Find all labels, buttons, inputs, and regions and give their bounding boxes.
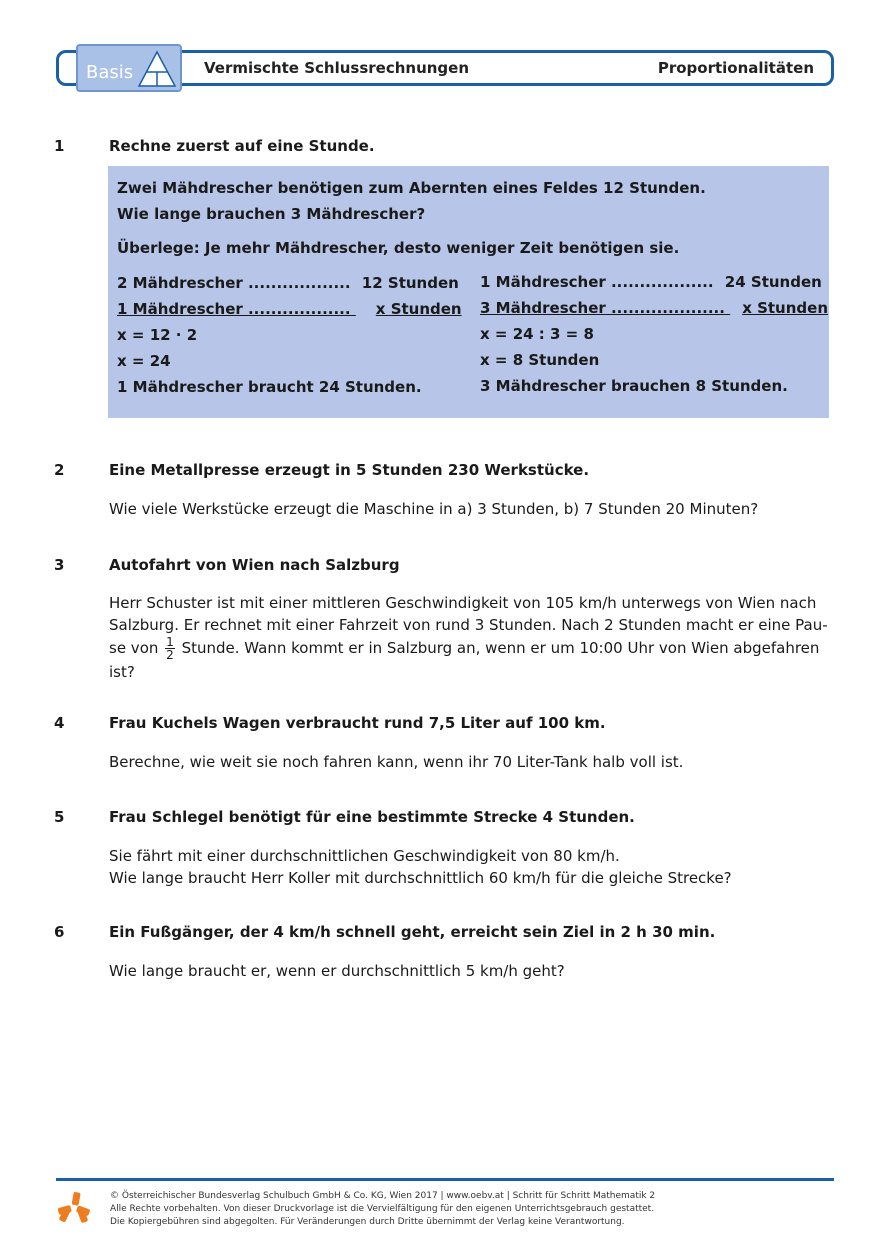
right-row-2 <box>480 299 828 317</box>
copyright-line: © Österreichischer Bundesverlag Schulbuch GmbH & Co. KG, Wien 2017 | www.oebv.at | Schritt für Schritt Mathematik 2 <box>110 1191 656 1201</box>
fraction-numerator: 1 <box>166 635 174 649</box>
task-heading: Autofahrt von Wien nach Salzburg <box>109 556 400 574</box>
left-row-5: 1 Mähdrescher braucht 24 Stunden. <box>117 378 422 396</box>
worksheet-title: Vermischte Schlussrechnungen <box>204 59 470 77</box>
task-text-line: Sie fährt mit einer durchschnittlichen Geschwindigkeit von 80 km/h. <box>109 847 620 865</box>
level-badge <box>76 44 182 92</box>
task-number: 5 <box>54 808 65 826</box>
left-row-1 <box>117 274 459 292</box>
task-heading: Rechne zuerst auf eine Stunde. <box>109 137 375 155</box>
task-text-fragment: Stunde. Wann kommt er in Salzburg an, wenn er um 10:00 Uhr von Wien abgefahren <box>181 639 820 657</box>
left-row-3: x = 12 · 2 <box>117 326 198 344</box>
left-row-2-value: x Stunden <box>375 300 462 318</box>
pyramid-icon <box>136 48 178 90</box>
right-row-1-label: 1 Mähdrescher .................. <box>480 273 714 291</box>
left-row-4: x = 24 <box>117 352 171 370</box>
task-number: 2 <box>54 461 65 479</box>
worksheet-topic: Proportionalitäten <box>657 59 814 77</box>
left-row-2 <box>117 300 462 318</box>
task-heading: Frau Kuchels Wagen verbraucht rund 7,5 Liter auf 100 km. <box>109 714 606 732</box>
task-number: 6 <box>54 923 65 941</box>
task-text <box>109 845 829 889</box>
task-text-line: Herr Schuster ist mit einer mittleren Geschwindigkeit von 105 km/h unterwegs von Wien nach <box>109 594 817 612</box>
task-number: 4 <box>54 714 65 732</box>
right-row-2-label: 3 Mähdrescher .................... <box>480 299 725 317</box>
task-heading: Frau Schlegel benötigt für eine bestimmte Strecke 4 Stunden. <box>109 808 635 826</box>
task-text-line: ist? <box>109 663 135 681</box>
task-number: 1 <box>54 137 65 155</box>
right-row-4: x = 8 Stunden <box>480 351 600 369</box>
badge-label: Basis <box>86 62 134 83</box>
example-question: Wie lange brauchen 3 Mähdrescher? <box>117 205 426 223</box>
fraction-one-half <box>165 636 175 661</box>
task-text-line <box>109 636 829 661</box>
right-row-3: x = 24 : 3 = 8 <box>480 325 594 343</box>
task-number: 3 <box>54 556 65 574</box>
left-row-2-label: 1 Mähdrescher .................. <box>117 300 351 318</box>
fraction-denominator: 2 <box>166 648 174 662</box>
footer-divider <box>56 1178 834 1181</box>
task-text <box>109 592 829 683</box>
task-text-fragment: se von <box>109 639 159 657</box>
publisher-logo-icon <box>56 1190 92 1226</box>
example-problem-line: Zwei Mähdrescher benötigen zum Abernten eines Feldes 12 Stunden. <box>117 179 706 197</box>
task-text: Berechne, wie weit sie noch fahren kann, wenn ihr 70 Liter-Tank halb voll ist. <box>109 753 684 771</box>
right-row-1-value: 24 Stunden <box>724 273 822 291</box>
example-box <box>108 166 829 418</box>
task-heading: Eine Metallpresse erzeugt in 5 Stunden 230 Werkstücke. <box>109 461 590 479</box>
copyright-line: Die Kopiergebühren sind abgegolten. Für Veränderungen durch Dritte übernimmt der Verlag keine Verantwortung. <box>110 1217 625 1227</box>
left-row-1-value: 12 Stunden <box>361 274 459 292</box>
task-heading: Ein Fußgänger, der 4 km/h schnell geht, erreicht sein Ziel in 2 h 30 min. <box>109 923 716 941</box>
task-text-line: Salzburg. Er rechnet mit einer Fahrzeit von rund 3 Stunden. Nach 2 Stunden macht er eine Pau- <box>109 616 828 634</box>
right-row-2-value: x Stunden <box>742 299 829 317</box>
example-hint: Überlege: Je mehr Mähdrescher, desto weniger Zeit benötigen sie. <box>117 239 680 257</box>
left-row-1-label: 2 Mähdrescher .................. <box>117 274 351 292</box>
copyright-line: Alle Rechte vorbehalten. Von dieser Druckvorlage ist die Vervielfältigung für den eigenen Unterrichtsgebrauch gestattet. <box>110 1204 655 1214</box>
task-text-line: Wie lange braucht Herr Koller mit durchschnittlich 60 km/h für die gleiche Strecke? <box>109 869 732 887</box>
right-row-5: 3 Mähdrescher brauchen 8 Stunden. <box>480 377 788 395</box>
task-text: Wie lange braucht er, wenn er durchschnittlich 5 km/h geht? <box>109 962 565 980</box>
right-row-1 <box>480 273 822 291</box>
task-text: Wie viele Werkstücke erzeugt die Maschine in a) 3 Stunden, b) 7 Stunden 20 Minuten? <box>109 500 759 518</box>
copyright-notice <box>110 1190 655 1229</box>
